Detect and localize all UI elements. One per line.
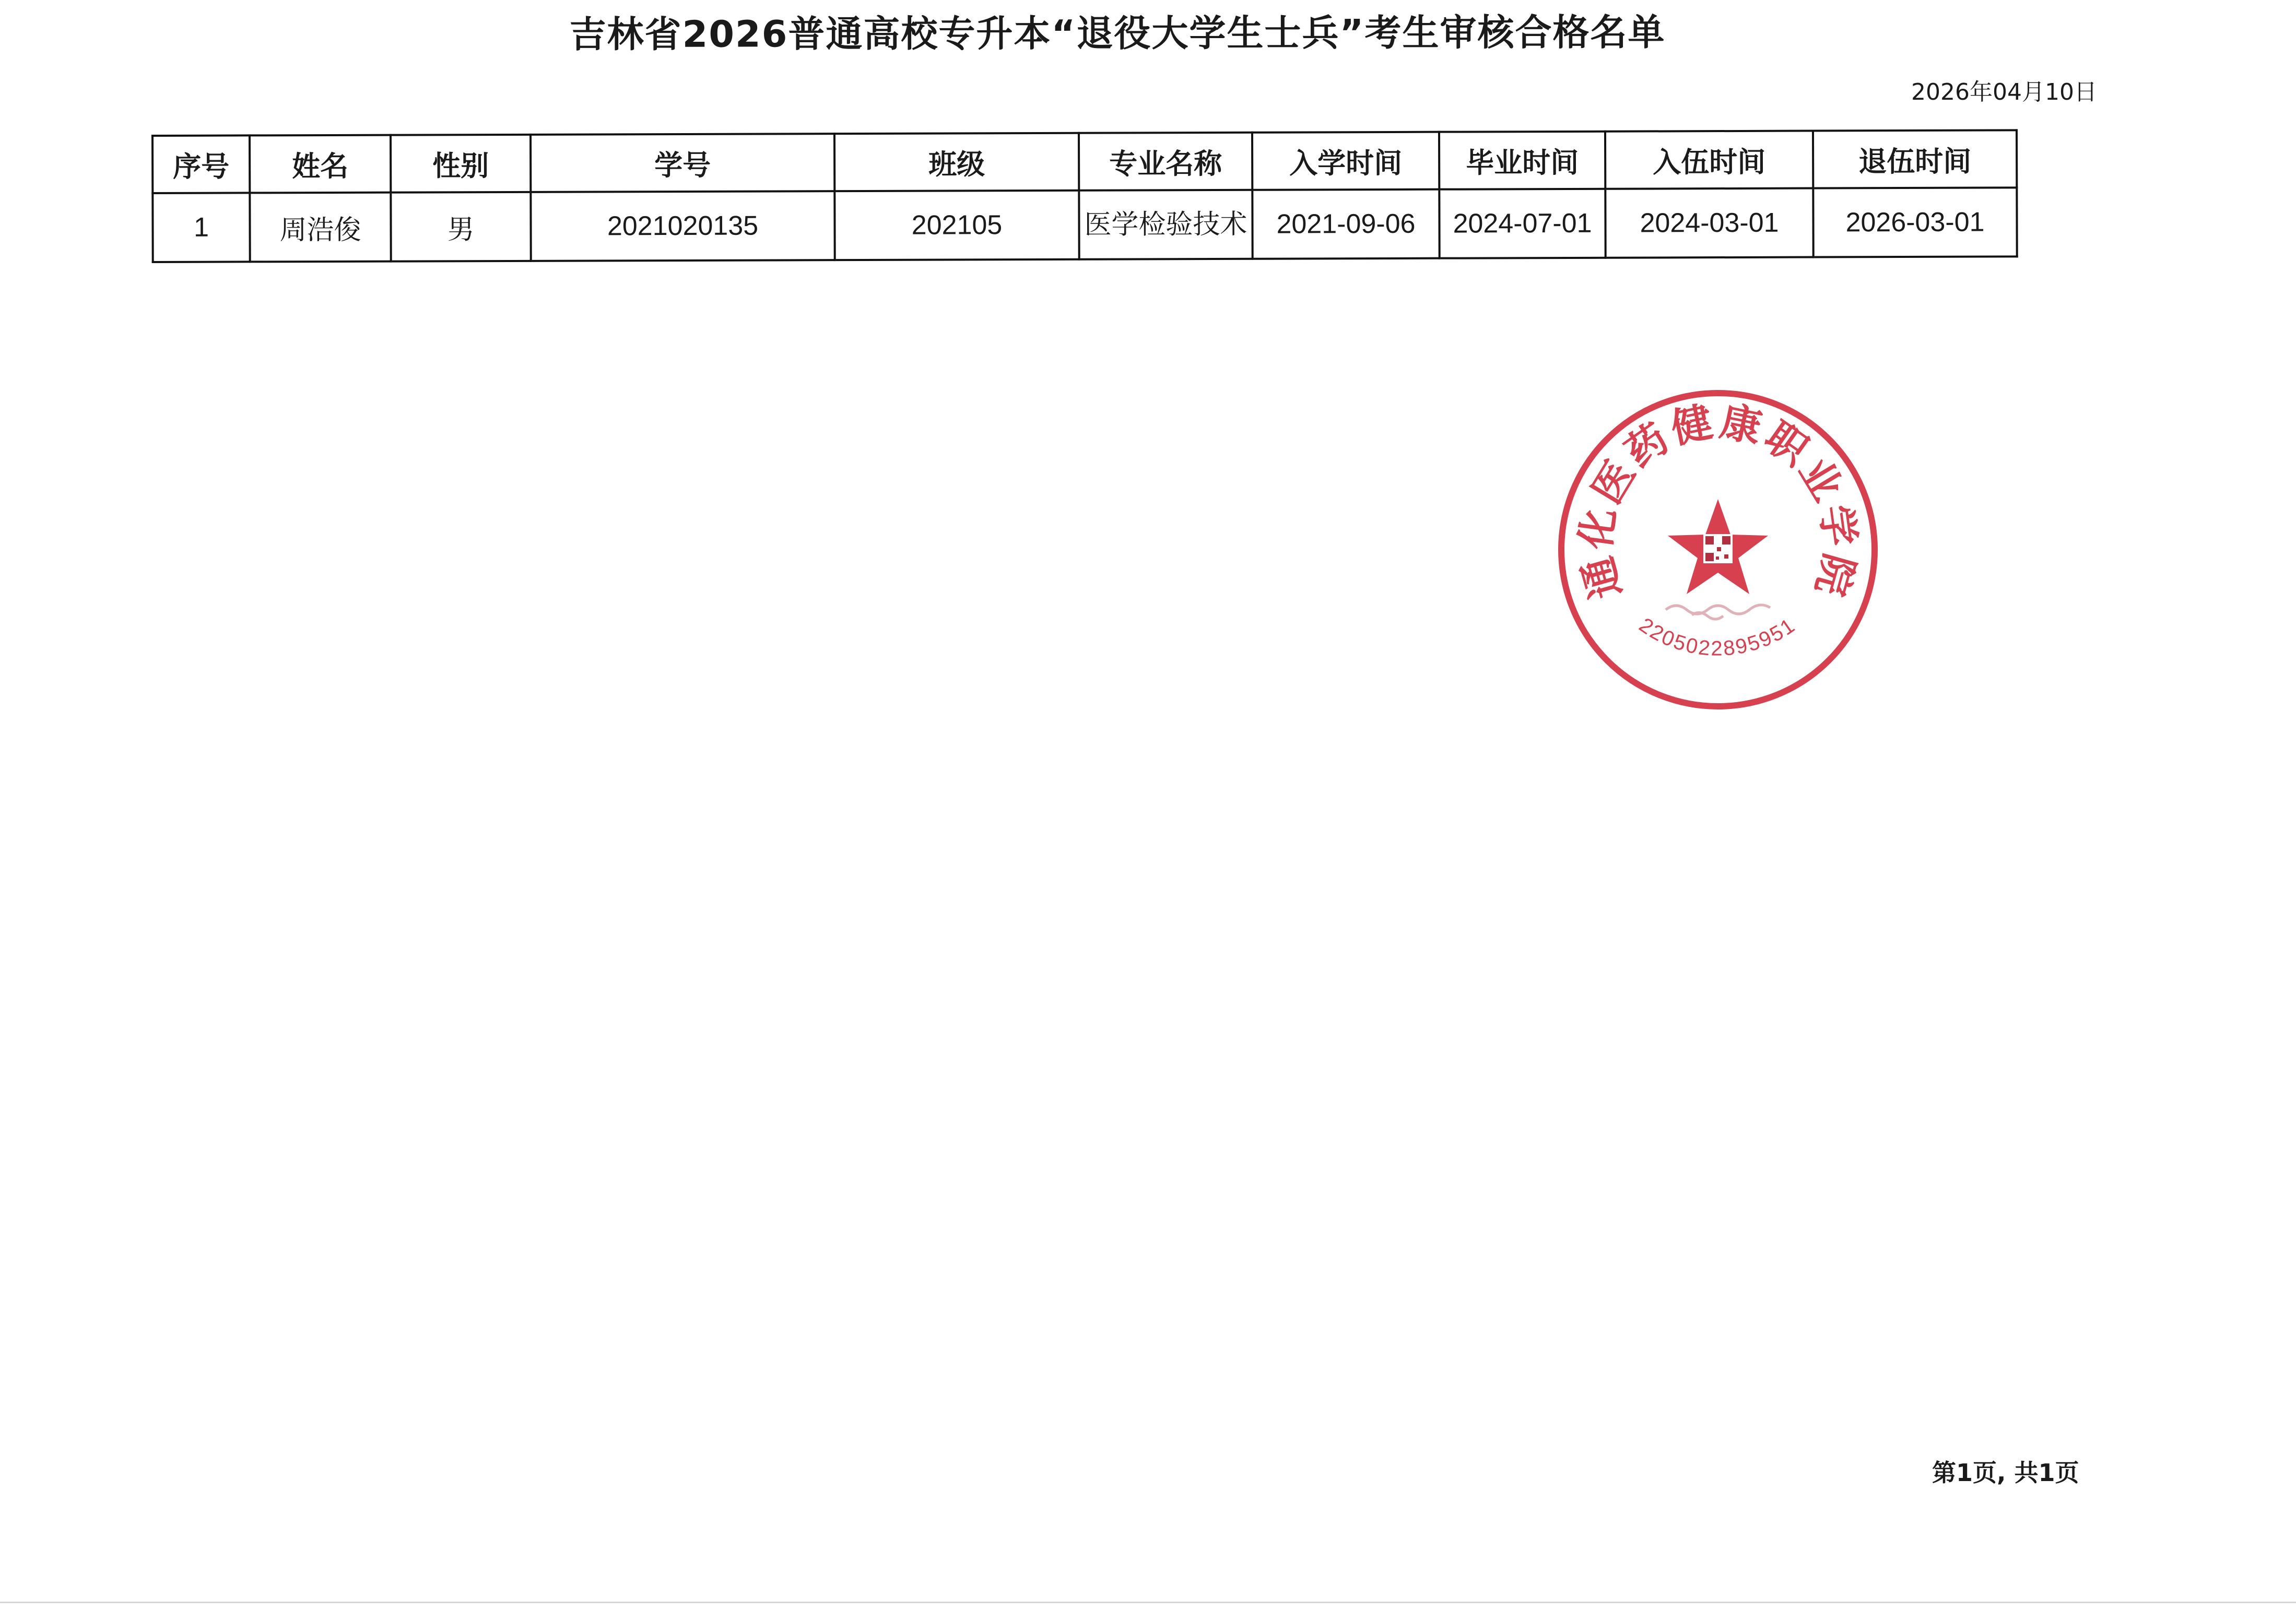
header-graduation-date: 毕业时间 — [1439, 132, 1605, 190]
document-title: 吉林省2026普通高校专升本“退役大学生士兵”考生审核合格名单 — [569, 10, 1666, 56]
cell-discharge-date: 2026-03-01 — [1813, 187, 2017, 257]
table-header-row — [152, 130, 2017, 193]
seal-code-text: 2205022895951 — [1634, 613, 1800, 660]
header-class: 班级 — [834, 133, 1079, 191]
cell-enroll-date: 2021-09-06 — [1252, 190, 1439, 259]
cell-major: 医学检验技术 — [1079, 190, 1252, 259]
cell-class: 202105 — [834, 191, 1079, 260]
seal-signature-scribble — [1666, 605, 1770, 619]
header-seq: 序号 — [152, 135, 250, 193]
cell-enlist-date: 2024-03-01 — [1605, 188, 1813, 258]
header-discharge-date: 退伍时间 — [1813, 130, 2017, 188]
qr-code-icon — [1703, 534, 1733, 563]
cell-seq: 1 — [152, 193, 250, 262]
scan-edge-line — [0, 1602, 2296, 1603]
seal-institution-text: 通化医药健康职业学院 — [1571, 397, 1865, 604]
cell-graduation-date: 2024-07-01 — [1439, 189, 1605, 258]
cell-gender: 男 — [391, 192, 531, 262]
header-name: 姓名 — [250, 135, 391, 193]
document-date: 2026年04月10日 — [1911, 79, 2097, 105]
cell-name: 周浩俊 — [250, 193, 391, 262]
cell-student-id: 2021020135 — [531, 191, 834, 261]
page-footer: 第1页, 共1页 — [1932, 1459, 2079, 1487]
header-major: 专业名称 — [1079, 133, 1252, 191]
header-enlist-date: 入伍时间 — [1605, 131, 1813, 189]
header-enroll-date: 入学时间 — [1252, 132, 1439, 190]
roster-table — [151, 129, 2018, 263]
table-row — [152, 187, 2017, 262]
header-gender: 性别 — [391, 135, 531, 193]
official-seal — [1556, 385, 1880, 714]
header-student-id: 学号 — [531, 134, 834, 192]
